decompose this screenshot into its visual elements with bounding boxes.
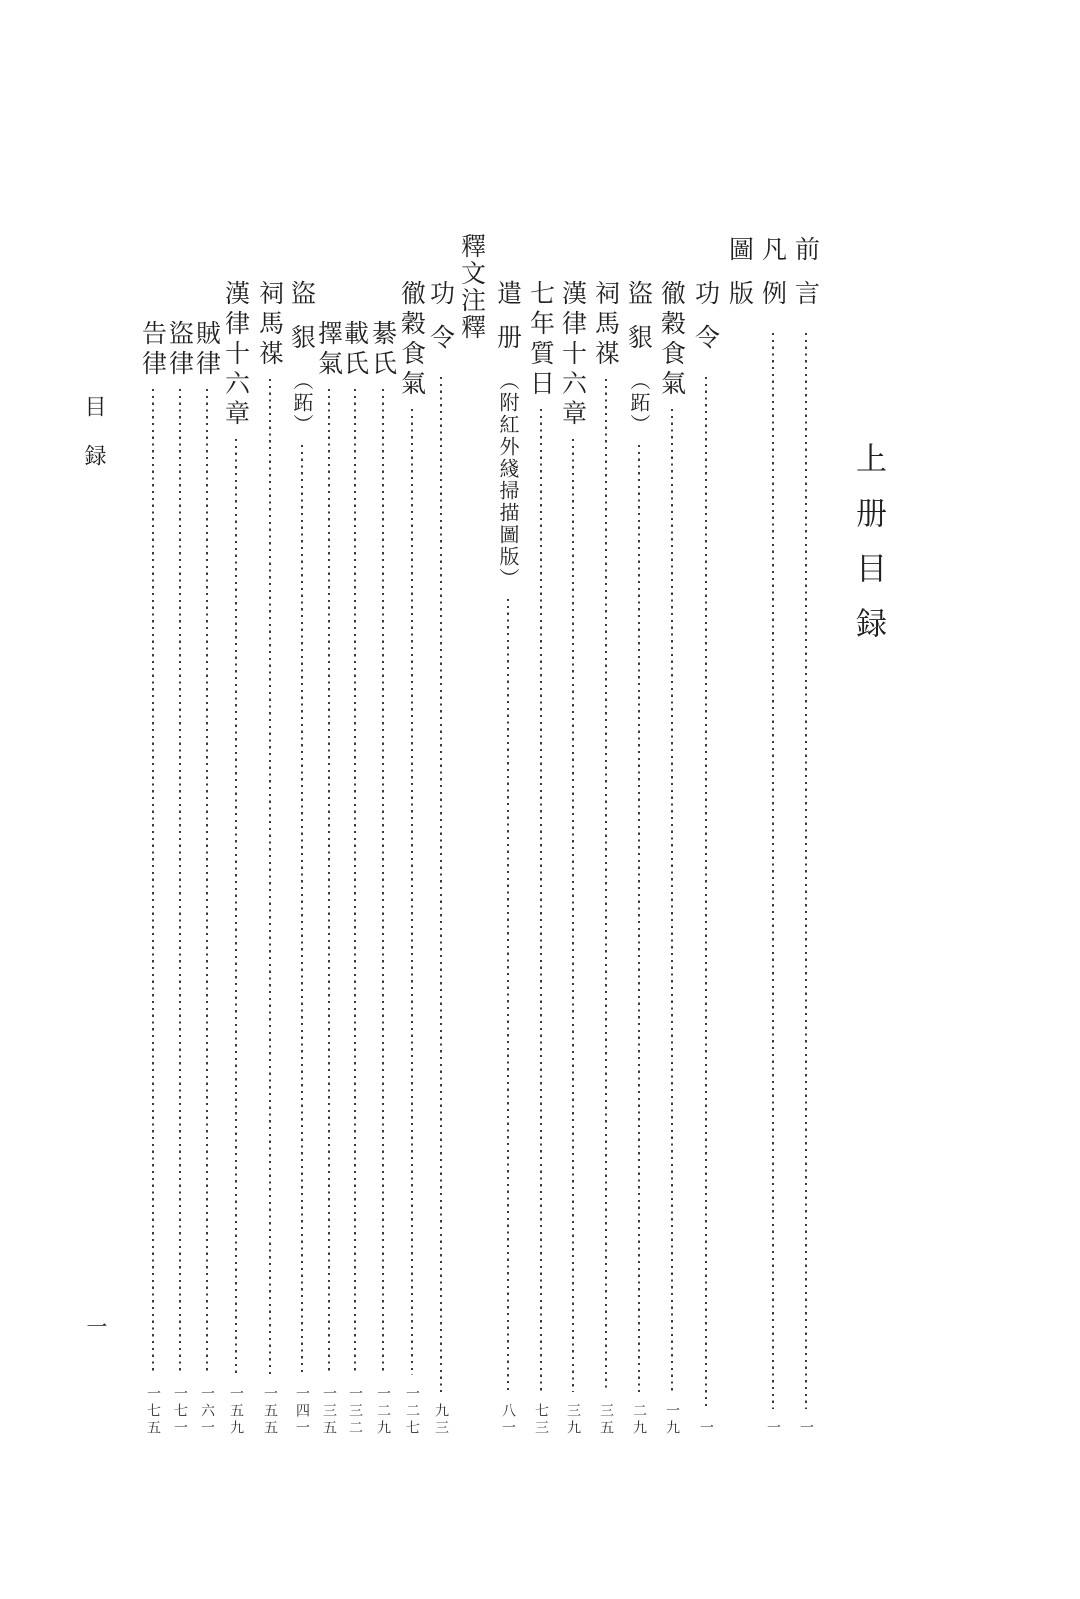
toc-entry-title: 祠馬禖 bbox=[591, 280, 621, 370]
toc-entry-title: 綦氏 bbox=[368, 320, 398, 380]
toc-entry bbox=[426, 280, 456, 1437]
toc-section-heading bbox=[725, 236, 755, 324]
dotted-leader bbox=[526, 400, 556, 1399]
dotted-leader bbox=[314, 380, 344, 1382]
dotted-leader bbox=[221, 430, 251, 1382]
toc-entry-title: 漢律十六章 bbox=[221, 280, 251, 430]
toc-entry-title: 遣册 bbox=[493, 280, 523, 368]
dotted-leader bbox=[192, 380, 222, 1382]
toc-entry-page: 一七一 bbox=[172, 1386, 188, 1437]
toc-entry-title-annotation: （跖） bbox=[627, 370, 651, 436]
toc-entry-page: 八一 bbox=[500, 1403, 516, 1437]
toc-entry-title: 盜律 bbox=[165, 320, 195, 380]
toc-entry-title: 告律 bbox=[138, 320, 168, 380]
toc-entry-page: 一六一 bbox=[199, 1386, 215, 1437]
dotted-leader bbox=[624, 436, 654, 1399]
toc-entry-title: 漢律十六章 bbox=[558, 280, 588, 430]
dotted-leader bbox=[591, 370, 621, 1399]
toc-entry bbox=[255, 280, 285, 1437]
toc-entry bbox=[758, 236, 788, 1437]
volume-title: 上册目録 bbox=[850, 442, 886, 662]
toc-entry bbox=[368, 320, 398, 1437]
toc-entry bbox=[340, 320, 370, 1437]
dotted-leader bbox=[493, 590, 523, 1399]
dotted-leader bbox=[758, 324, 788, 1416]
dotted-leader bbox=[340, 380, 370, 1382]
page-number: 一 bbox=[86, 1315, 108, 1339]
toc-entry bbox=[314, 320, 344, 1437]
toc-section-heading bbox=[457, 233, 487, 341]
toc-entry-page: 一四一 bbox=[294, 1386, 310, 1437]
dotted-leader bbox=[791, 324, 821, 1416]
toc-entry-title: 盜貇 bbox=[287, 280, 317, 368]
toc-entry-title: 盜貇 bbox=[624, 280, 654, 368]
dotted-leader bbox=[138, 380, 168, 1382]
dotted-leader bbox=[426, 368, 456, 1399]
toc-entry-page: 一 bbox=[765, 1420, 781, 1437]
toc-entry-title: 前言 bbox=[791, 236, 821, 324]
toc-entry bbox=[221, 280, 251, 1437]
toc-entry bbox=[657, 280, 687, 1437]
toc-entry-page: 一五九 bbox=[228, 1386, 244, 1437]
toc-entry-page: 一二九 bbox=[375, 1386, 391, 1437]
toc-entry-title: 功令 bbox=[426, 280, 456, 368]
toc-entry bbox=[624, 280, 654, 1437]
dotted-leader bbox=[255, 370, 285, 1382]
toc-entry-title: 賊律 bbox=[192, 320, 222, 380]
toc-entry-page: 一 bbox=[698, 1420, 714, 1437]
toc-entry-title: 功令 bbox=[691, 280, 721, 368]
toc-entry bbox=[192, 320, 222, 1437]
toc-section-title: 釋文注釋 bbox=[457, 233, 487, 341]
toc-entry-title: 載氏 bbox=[340, 320, 370, 380]
toc-entry bbox=[558, 280, 588, 1437]
toc-entry-page: 三九 bbox=[565, 1403, 581, 1437]
toc-entry-title: 凡例 bbox=[758, 236, 788, 324]
toc-section-title: 圖版 bbox=[725, 236, 755, 324]
toc-entry-page: 三五 bbox=[598, 1403, 614, 1437]
toc-entry bbox=[165, 320, 195, 1437]
toc-entry-title-annotation: （跖） bbox=[290, 370, 314, 436]
dotted-leader bbox=[397, 400, 427, 1382]
toc-entry-title: 祠馬禖 bbox=[255, 280, 285, 370]
dotted-leader bbox=[165, 380, 195, 1382]
toc-entry bbox=[691, 280, 721, 1437]
toc-entry-title-annotation: （附紅外綫掃描圖版） bbox=[496, 370, 520, 590]
toc-entry-page: 七三 bbox=[533, 1403, 549, 1437]
toc-entry-page: 一七五 bbox=[145, 1386, 161, 1437]
toc-entry-page: 一 bbox=[798, 1420, 814, 1437]
toc-entry bbox=[591, 280, 621, 1437]
dotted-leader bbox=[368, 380, 398, 1382]
dotted-leader bbox=[691, 368, 721, 1416]
toc-entry bbox=[138, 320, 168, 1437]
toc-entry-page: 一五五 bbox=[262, 1386, 278, 1437]
toc-entry-page: 一三二 bbox=[347, 1386, 363, 1437]
toc-entry bbox=[526, 280, 556, 1437]
toc-entry-title: 七年質日 bbox=[526, 280, 556, 400]
toc-entry-page: 一二七 bbox=[404, 1386, 420, 1437]
toc-entry-title: 徹穀食氣 bbox=[397, 280, 427, 400]
toc-entry bbox=[493, 280, 523, 1437]
toc-entry-page: 一三五 bbox=[321, 1386, 337, 1437]
dotted-leader bbox=[657, 400, 687, 1399]
running-head: 目録 bbox=[81, 395, 106, 493]
toc-entry bbox=[397, 280, 427, 1437]
toc-entry-title: 擇氣 bbox=[314, 320, 344, 380]
toc-entry bbox=[287, 280, 317, 1437]
toc-entry bbox=[791, 236, 821, 1437]
toc-entry-page: 二九 bbox=[631, 1403, 647, 1437]
toc-entry-page: 九三 bbox=[433, 1403, 449, 1437]
toc-entry-page: 一九 bbox=[664, 1403, 680, 1437]
dotted-leader bbox=[558, 430, 588, 1399]
dotted-leader bbox=[287, 436, 317, 1382]
toc-entry-title: 徹穀食氣 bbox=[657, 280, 687, 400]
